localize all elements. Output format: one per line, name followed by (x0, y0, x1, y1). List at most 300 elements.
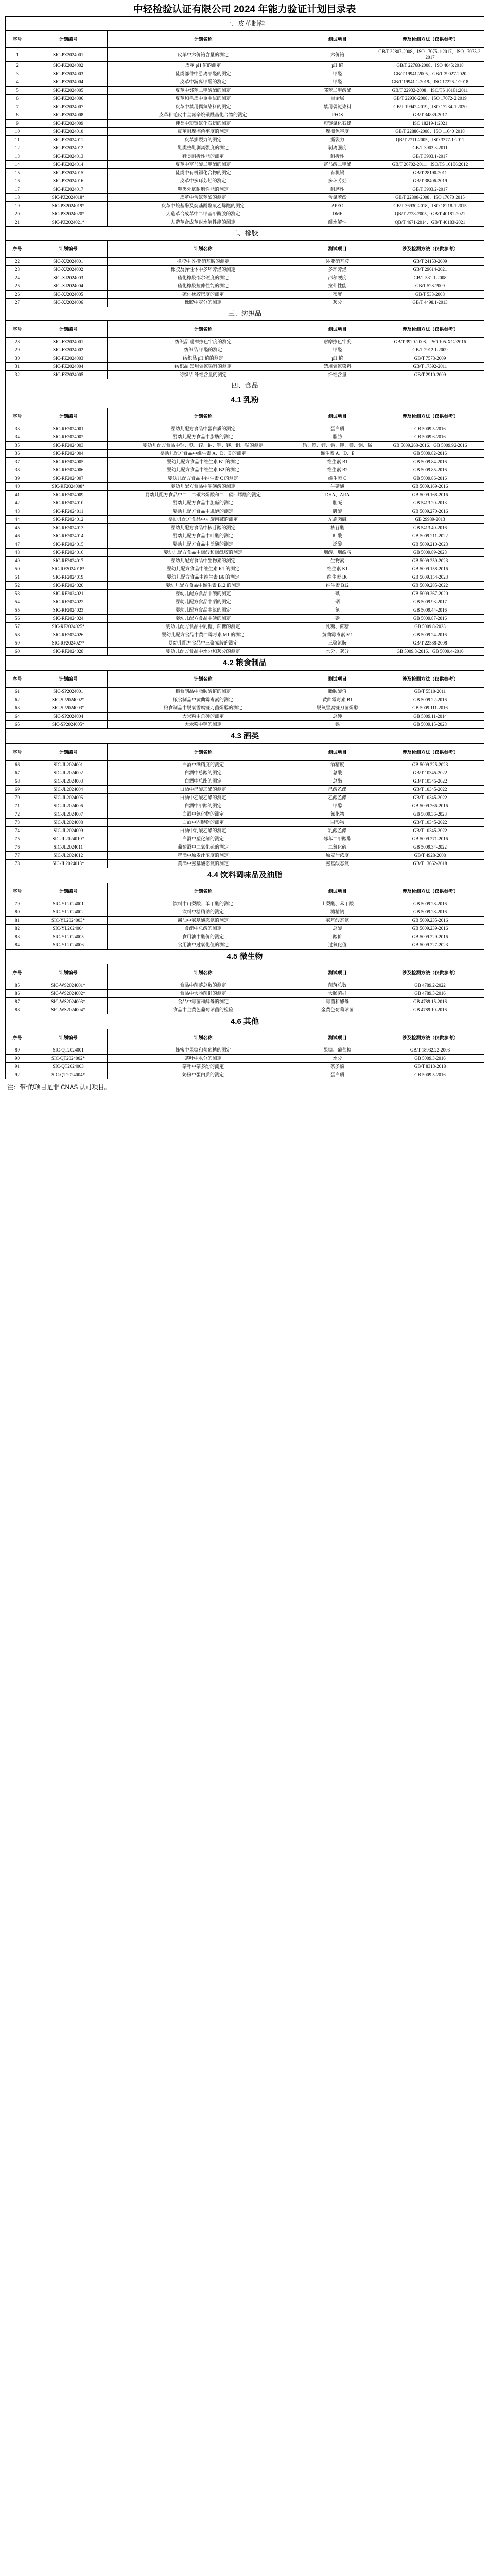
cell-name: 婴幼儿配方食品中维生素 A、D、E 的测定 (108, 450, 299, 458)
cell-code: SIC-FZ2024004 (29, 363, 108, 371)
cell-code: SIC-YL2024002 (29, 908, 108, 917)
table-row (6, 48, 484, 62)
column-header-item: 测试项目 (299, 671, 376, 688)
cell-seq: 79 (6, 900, 29, 908)
cell-name: 葡萄酒中二氧化硫的测定 (108, 843, 299, 852)
cell-code: SIC-RF2024026 (29, 631, 108, 639)
cell-seq: 50 (6, 565, 29, 573)
cell-seq: 30 (6, 354, 29, 363)
cell-seq: 36 (6, 450, 29, 458)
column-header-code: 计划编号 (29, 883, 108, 900)
cell-seq: 77 (6, 852, 29, 860)
cell-seq: 89 (6, 1046, 29, 1055)
cell-item: 蛋白质 (299, 425, 376, 433)
cell-seq: 13 (6, 152, 29, 161)
cell-seq: 40 (6, 483, 29, 491)
cell-item: 耐水解性 (299, 218, 376, 227)
cell-item: 泛酸 (299, 540, 376, 549)
cell-name: 啤酒中原麦汁浓度的测定 (108, 852, 299, 860)
cell-item: 菌落总数 (299, 981, 376, 990)
cell-item: 霉菌和酵母 (299, 998, 376, 1006)
cell-std: GB 5009.82-2016 (376, 450, 484, 458)
cell-name: 饮料中糖精钠的测定 (108, 908, 299, 917)
cell-name: 婴幼儿配方食品中维生素 K1 的测定 (108, 565, 299, 573)
cell-seq: 31 (6, 363, 29, 371)
cell-seq: 59 (6, 639, 29, 648)
cell-code: SIC-PZ2024018* (29, 194, 108, 202)
cell-name: 皮革和毛皮中全氟辛烷磺酰基化合物的测定 (108, 111, 299, 120)
cell-seq: 24 (6, 274, 29, 282)
cell-code: SIC-YL2024006 (29, 941, 108, 950)
table-row (6, 794, 484, 802)
section-title: 三、纺织品 (6, 307, 484, 321)
cell-name: 婴幼儿配方食品中黄曲霉毒素 M1 的测定 (108, 631, 299, 639)
cell-item: 钙、铁、锌、钠、钾、镁、铜、锰 (299, 442, 376, 450)
cell-seq: 67 (6, 769, 29, 777)
column-header-name: 计划名称 (108, 744, 299, 761)
cell-name: 食用油中过氧化值的测定 (108, 941, 299, 950)
cell-name: 鞋类外底耐磨性能的测定 (108, 185, 299, 194)
cell-seq: 4 (6, 78, 29, 87)
cell-seq: 37 (6, 458, 29, 466)
cell-item: PFOS (299, 111, 376, 120)
cell-code: SIC-PZ2024002 (29, 62, 108, 70)
cell-item: 氨基酸态氮 (299, 917, 376, 925)
cell-item: 邻苯二甲酸酯 (299, 835, 376, 843)
cell-code: SIC-JL2024010* (29, 835, 108, 843)
cell-name: 皮革中烷基酚及烷基酚聚氧乙烯醚的测定 (108, 202, 299, 210)
table-header-row (6, 964, 484, 981)
cell-name: 食品中霉菌和酵母的测定 (108, 998, 299, 1006)
table-header-row (6, 1029, 484, 1046)
cell-item: 有机锡 (299, 169, 376, 177)
cell-code: SIC-XJ2024002 (29, 266, 108, 274)
cell-seq: 11 (6, 136, 29, 144)
cell-name: 皮革耐摩擦色牢度的测定 (108, 128, 299, 136)
cell-name: 婴幼儿配方食品中乳糖、蔗糖的测定 (108, 623, 299, 631)
cell-item: 过氧化值 (299, 941, 376, 950)
cell-code: SIC-RF2024023 (29, 606, 108, 615)
cell-seq: 80 (6, 908, 29, 917)
column-header-std: 涉及检测方法（仅供参考） (376, 408, 484, 425)
cell-code: SIC-PZ2024008 (29, 111, 108, 120)
column-header-item: 测试项目 (299, 964, 376, 981)
cell-code: SIC-RF2024022 (29, 598, 108, 606)
cell-std: GB 5009.3-2016、GB 5009.4-2016 (376, 648, 484, 656)
cell-name: 婴幼儿配方食品中牛磺酸的测定 (108, 483, 299, 491)
cell-seq: 87 (6, 998, 29, 1006)
cell-code: SIC-PZ2024001 (29, 48, 108, 62)
cell-item: 磷 (299, 615, 376, 623)
cell-seq: 44 (6, 516, 29, 524)
cell-code: SIC-QT2024004* (29, 1071, 108, 1079)
column-header-code: 计划编号 (29, 964, 108, 981)
cell-name: 皮革中禁用偶氮染料的测定 (108, 103, 299, 111)
cell-code: SIC-JL2024003 (29, 777, 108, 786)
cell-code: SIC-PZ2024006 (29, 95, 108, 103)
cell-code: SIC-PZ2024014 (29, 161, 108, 169)
cell-name: 纺织品 禁用偶氮染料的测定 (108, 363, 299, 371)
cell-code: SIC-PZ2024020* (29, 210, 108, 218)
cell-seq: 73 (6, 819, 29, 827)
cell-seq: 14 (6, 161, 29, 169)
cell-item: 水分、灰分 (299, 648, 376, 656)
cell-name: 食醋中总酸的测定 (108, 925, 299, 933)
cell-std: GB 5009.84-2016 (376, 458, 484, 466)
cell-item: 生物素 (299, 557, 376, 565)
table-row (6, 425, 484, 433)
table-row (6, 852, 484, 860)
cell-name: 白酒中塑化剂的测定 (108, 835, 299, 843)
cell-code: SIC-YL2024001 (29, 900, 108, 908)
column-header-seq: 序号 (6, 883, 29, 900)
cell-code: SIC-XJ2024001 (29, 258, 108, 266)
table-row (6, 194, 484, 202)
cell-code: SIC-FZ2024001 (29, 338, 108, 346)
cell-name: 婴幼儿配方食品中磷的测定 (108, 615, 299, 623)
cell-seq: 83 (6, 933, 29, 941)
cell-code: SIC-PZ2024004 (29, 78, 108, 87)
section-title: 4.1 乳粉 (6, 393, 484, 408)
cell-std: GB 5009.6-2016 (376, 433, 484, 442)
cell-code: SIC-RF2024015 (29, 540, 108, 549)
cell-name: 婴幼儿配方食品中水分和灰分的测定 (108, 648, 299, 656)
table-row (6, 802, 484, 810)
cell-item: 邻苯二甲酸酯 (299, 87, 376, 95)
column-header-name: 计划名称 (108, 321, 299, 338)
cell-code: SIC-PZ2024017 (29, 185, 108, 194)
cell-seq: 53 (6, 590, 29, 598)
section-title-row (6, 227, 484, 241)
cell-code: SIC-PZ2024019* (29, 202, 108, 210)
table-row (6, 1071, 484, 1079)
cell-seq: 49 (6, 557, 29, 565)
table-row (6, 721, 484, 729)
table-row (6, 631, 484, 639)
cell-name: 硫化橡胶邵尔硬度的测定 (108, 274, 299, 282)
column-header-std: 涉及检测方法（仅供参考） (376, 1029, 484, 1046)
cell-item: DMF (299, 210, 376, 218)
column-header-seq: 序号 (6, 241, 29, 258)
cell-seq: 19 (6, 202, 29, 210)
cell-item: 耐磨性 (299, 185, 376, 194)
table-row (6, 998, 484, 1006)
table-row (6, 810, 484, 819)
cell-seq: 33 (6, 425, 29, 433)
column-header-item: 测试项目 (299, 1029, 376, 1046)
cell-std: GB/T 22932-2008、ISO/TS 16181:2011 (376, 87, 484, 95)
column-header-name: 计划名称 (108, 31, 299, 48)
cell-seq: 60 (6, 648, 29, 656)
cell-code: SIC-RF2024007 (29, 474, 108, 483)
cell-code: SIC-XJ2024003 (29, 274, 108, 282)
table-row (6, 549, 484, 557)
table-row (6, 120, 484, 128)
cell-code: SIC-FZ2024002 (29, 346, 108, 354)
column-header-seq: 序号 (6, 744, 29, 761)
column-header-seq: 序号 (6, 321, 29, 338)
table-row (6, 606, 484, 615)
cell-code: SIC-YL2024004 (29, 925, 108, 933)
cell-seq: 28 (6, 338, 29, 346)
cell-std: GB 5009.270-2016 (376, 507, 484, 516)
cell-seq: 45 (6, 524, 29, 532)
cell-std: GB 4789.15-2016 (376, 998, 484, 1006)
cell-name: 粮食制品中脂肪酸值的测定 (108, 688, 299, 696)
cell-item: 二氧化硫 (299, 843, 376, 852)
table-row (6, 354, 484, 363)
table-row (6, 639, 484, 648)
cell-seq: 7 (6, 103, 29, 111)
cell-item: 总酯 (299, 777, 376, 786)
table-row (6, 128, 484, 136)
section-title-row (6, 393, 484, 408)
cell-name: 皮革中含氯苯酚的测定 (108, 194, 299, 202)
column-header-name: 计划名称 (108, 671, 299, 688)
column-header-name: 计划名称 (108, 241, 299, 258)
cell-code: SIC-XJ2024005 (29, 291, 108, 299)
document-page (5, 0, 484, 1091)
cell-item: 密度 (299, 291, 376, 299)
table-row (6, 860, 484, 868)
footnote: 注：带*的项目是非 CNAS 认可项目。 (7, 1083, 111, 1091)
cell-code: SIC-JL2024013* (29, 860, 108, 868)
table-header-row (6, 744, 484, 761)
cell-item: 甲醇 (299, 802, 376, 810)
cell-item: 含氯苯酚 (299, 194, 376, 202)
cell-code: SIC-XJ2024004 (29, 282, 108, 291)
cell-name: 婴幼儿配方食品中肌醇的测定 (108, 507, 299, 516)
cell-name: 婴幼儿配方食品中维生素 B2 的测定 (108, 466, 299, 474)
cell-std: GB 29989-2013 (376, 516, 484, 524)
cell-item: 禁用偶氮染料 (299, 103, 376, 111)
cell-code: SIC-WS2024003* (29, 998, 108, 1006)
table-header-row (6, 671, 484, 688)
cell-std: GB 4789.3-2016 (376, 990, 484, 998)
section-title: 一、皮革制鞋 (6, 17, 484, 31)
cell-code: SIC-PZ2024015 (29, 169, 108, 177)
cell-name: 婴幼儿配方食品中烟酸和烟酰胺的测定 (108, 549, 299, 557)
table-row (6, 1063, 484, 1071)
cell-name: 婴幼儿配方食品中维生素 C 的测定 (108, 474, 299, 483)
cell-code: SIC-RF2024006 (29, 466, 108, 474)
cell-code: SIC-QT2024002* (29, 1055, 108, 1063)
cell-code: SIC-RF2024018* (29, 565, 108, 573)
cell-name: 纺织品 pH 值的测定 (108, 354, 299, 363)
cell-item: 富马酸二甲酯 (299, 161, 376, 169)
cell-seq: 2 (6, 62, 29, 70)
cell-seq: 35 (6, 442, 29, 450)
cell-item: 邵尔硬度 (299, 274, 376, 282)
cell-name: 婴幼儿配方食品中二十二碳六烯酸和二十碳四烯酸的测定 (108, 491, 299, 499)
section-title: 4.4 饮料调味品及油脂 (6, 868, 484, 883)
cell-name: 鞋类中短链氯化石蜡的测定 (108, 120, 299, 128)
section-title: 二、橡胶 (6, 227, 484, 241)
cell-name: 皮革撕裂力的测定 (108, 136, 299, 144)
cell-item: 黄曲霉毒素 M1 (299, 631, 376, 639)
cell-item: 重金属 (299, 95, 376, 103)
table-row (6, 169, 484, 177)
cell-std: GB/T 533-2008 (376, 291, 484, 299)
cell-item: 金黄色葡萄球菌 (299, 1006, 376, 1014)
table-row (6, 185, 484, 194)
cell-item: 酸价 (299, 933, 376, 941)
cell-name: 饮料中山梨酸、苯甲酸的测定 (108, 900, 299, 908)
cell-seq: 63 (6, 704, 29, 713)
cell-item: 核苷酸 (299, 524, 376, 532)
cell-std: GB 5009.89-2023 (376, 549, 484, 557)
cell-code: SIC-RF2024019 (29, 573, 108, 582)
table-row (6, 282, 484, 291)
cell-seq: 3 (6, 70, 29, 78)
cell-code: SIC-PZ2024021* (29, 218, 108, 227)
table-row (6, 777, 484, 786)
cell-item: 蛋白质 (299, 1071, 376, 1079)
cell-item: APEO (299, 202, 376, 210)
cell-seq: 23 (6, 266, 29, 274)
column-header-item: 测试项目 (299, 31, 376, 48)
cell-name: 白酒中总酸的测定 (108, 769, 299, 777)
cell-code: SIC-PZ2024010 (29, 128, 108, 136)
cell-name: 婴幼儿配方食品中叶酸的测定 (108, 532, 299, 540)
cell-name: 纺织品 甲醛的测定 (108, 346, 299, 354)
cell-std: GB/T 19941-2005、GB/T 39027-2020 (376, 70, 484, 78)
cell-item: 脂肪 (299, 433, 376, 442)
table-row (6, 1006, 484, 1014)
table-row (6, 557, 484, 565)
cell-std: GB/T 18932.22-2003 (376, 1046, 484, 1055)
cell-item: 叶酸 (299, 532, 376, 540)
cell-item: 维生素 C (299, 474, 376, 483)
cell-code: SIC-JL2024005 (29, 794, 108, 802)
column-header-seq: 序号 (6, 671, 29, 688)
cell-name: 白酒中总酯的测定 (108, 777, 299, 786)
cell-seq: 81 (6, 917, 29, 925)
cell-name: 鞋类整鞋剥离强度的测定 (108, 144, 299, 152)
table-row (6, 111, 484, 120)
cell-code: SIC-YL2024005 (29, 933, 108, 941)
cell-name: 婴幼儿配方食品中维生素 B6 的测定 (108, 573, 299, 582)
cell-code: SIC-PZ2024012 (29, 144, 108, 152)
cell-item: 己酸乙酯 (299, 786, 376, 794)
cell-seq: 61 (6, 688, 29, 696)
cell-item: pH 值 (299, 62, 376, 70)
table-header-row (6, 408, 484, 425)
cell-code: SIC-JL2024008 (29, 819, 108, 827)
cell-std: GB/T 22768-2008、ISO 4045:2018 (376, 62, 484, 70)
cell-item: 镉 (299, 721, 376, 729)
cell-std: GB/T 3920-2008、ISO 105-X12:2016 (376, 338, 484, 346)
cell-item: 乳酸乙酯 (299, 827, 376, 835)
cell-code: SIC-PZ2024007 (29, 103, 108, 111)
table-header-row (6, 31, 484, 48)
cell-seq: 68 (6, 777, 29, 786)
cell-seq: 85 (6, 981, 29, 990)
cell-code: SIC-YL2024003* (29, 917, 108, 925)
cell-std: GB/T 24153-2009 (376, 258, 484, 266)
cell-std: GB 5009.169-2016 (376, 483, 484, 491)
table-row (6, 990, 484, 998)
cell-seq: 43 (6, 507, 29, 516)
cell-std: GB/T 19942-2019、ISO 17234-1:2020 (376, 103, 484, 111)
column-header-seq: 序号 (6, 408, 29, 425)
column-header-code: 计划编号 (29, 1029, 108, 1046)
cell-seq: 42 (6, 499, 29, 507)
cell-code: SIC-PZ2024011 (29, 136, 108, 144)
table-row (6, 696, 484, 704)
cell-name: 皮革中六价铬含量的测定 (108, 48, 299, 62)
cell-item: 胆碱 (299, 499, 376, 507)
cell-name: 鞋类耐折性能的测定 (108, 152, 299, 161)
cell-item: 乙酸乙酯 (299, 794, 376, 802)
table-row (6, 769, 484, 777)
cell-code: SIC-PZ2024005 (29, 87, 108, 95)
cell-name: 硫化橡胶拉伸性能的测定 (108, 282, 299, 291)
cell-seq: 38 (6, 466, 29, 474)
section-title-row (6, 379, 484, 393)
cell-std: GB/T 2910-2009 (376, 371, 484, 379)
cell-std: GB 5009.271-2016 (376, 835, 484, 843)
cell-seq: 56 (6, 615, 29, 623)
cell-std: GB 5009.22-2016 (376, 696, 484, 704)
cell-code: SIC-JL2024012 (29, 852, 108, 860)
cell-std: QB/T 2728-2005、GB/T 40181-2021 (376, 210, 484, 218)
cell-code: SIC-SP2024003* (29, 704, 108, 713)
cell-item: 氨基酸态氮 (299, 860, 376, 868)
cell-code: SIC-RF2024009 (29, 491, 108, 499)
table-row (6, 458, 484, 466)
cell-std: GB 5009.211-2022 (376, 532, 484, 540)
cell-name: 白酒中甲醇的测定 (108, 802, 299, 810)
cell-std: GB/T 22807-2008、ISO 17075-1:2017、ISO 17075-2:2017 (376, 48, 484, 62)
cell-code: SIC-RF2024002 (29, 433, 108, 442)
cell-std: GB 5009.5-2016 (376, 1071, 484, 1079)
cell-item: 原麦汁浓度 (299, 852, 376, 860)
table-row (6, 346, 484, 354)
cell-name: 婴幼儿配方食品中钙、铁、锌、钠、钾、镁、铜、锰的测定 (108, 442, 299, 450)
cell-std: GB 4789.10-2016 (376, 1006, 484, 1014)
cell-code: SIC-RF2024011 (29, 507, 108, 516)
cell-std: GB 5009.87-2016 (376, 615, 484, 623)
cell-std: GB 5009.235-2016 (376, 917, 484, 925)
table-row (6, 274, 484, 282)
column-header-std: 涉及检测方法（仅供参考） (376, 241, 484, 258)
cell-item: 氯 (299, 606, 376, 615)
cell-std: GB 5009.227-2023 (376, 941, 484, 950)
cell-seq: 70 (6, 794, 29, 802)
cell-seq: 84 (6, 941, 29, 950)
table-row (6, 819, 484, 827)
cell-item: 维生素 K1 (299, 565, 376, 573)
cell-std: GB 5009.239-2016 (376, 925, 484, 933)
cell-item: 总砷 (299, 713, 376, 721)
table-row (6, 450, 484, 458)
cell-item: 氰化物 (299, 810, 376, 819)
cell-item: 维生素 A、D、E (299, 450, 376, 458)
cell-seq: 82 (6, 925, 29, 933)
cell-item: 大肠菌群 (299, 990, 376, 998)
cell-code: SIC-JL2024002 (29, 769, 108, 777)
cell-seq: 17 (6, 185, 29, 194)
cell-seq: 32 (6, 371, 29, 379)
cell-seq: 9 (6, 120, 29, 128)
cell-std: GB/T 10345-2022 (376, 819, 484, 827)
table-row (6, 648, 484, 656)
column-header-name: 计划名称 (108, 883, 299, 900)
cell-std: GB 5009.158-2016 (376, 565, 484, 573)
cell-item: 耐折性 (299, 152, 376, 161)
cell-name: 橡胶及弹性体中多环芳烃的测定 (108, 266, 299, 274)
